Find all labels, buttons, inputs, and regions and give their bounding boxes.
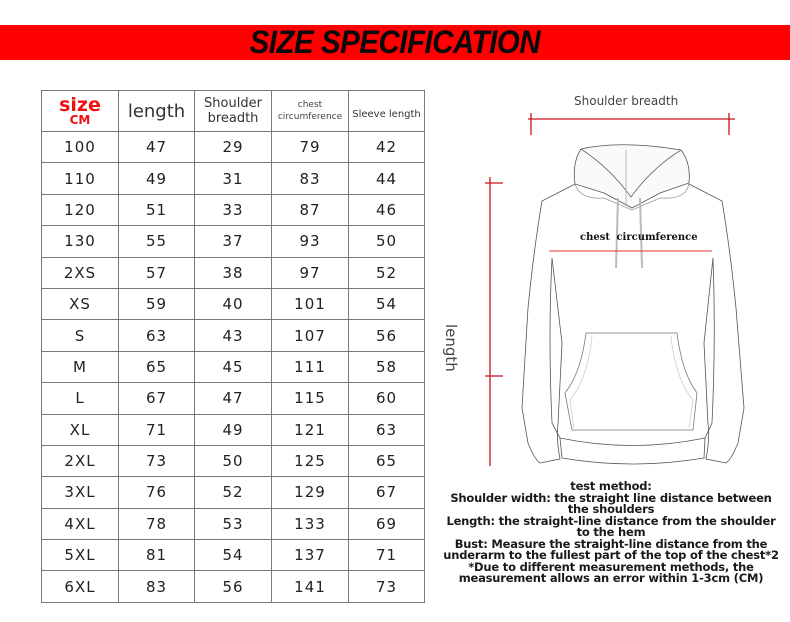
cell-chest: 111 [272, 351, 349, 382]
cell-shoulder: 43 [195, 320, 272, 351]
shoulder-breadth-label: Shoulder breadth [574, 94, 679, 108]
header-shoulder [195, 91, 272, 132]
cell-shoulder: 38 [195, 257, 272, 288]
header-length [119, 91, 195, 132]
measurement-notes [440, 481, 782, 585]
table-row [42, 445, 425, 476]
cell-length: 59 [119, 288, 195, 319]
length-label: length [442, 324, 460, 372]
cell-length: 65 [119, 351, 195, 382]
cell-size: 2XS [42, 257, 119, 288]
cell-sleeve: 71 [349, 540, 425, 571]
cell-shoulder: 50 [195, 445, 272, 476]
header-sleeve-label: Sleeve length [352, 108, 421, 120]
cell-length: 83 [119, 571, 195, 602]
table-row [42, 540, 425, 571]
cell-size: 2XL [42, 445, 119, 476]
cell-sleeve: 73 [349, 571, 425, 602]
hoodie-illustration [450, 88, 790, 468]
cell-shoulder: 45 [195, 351, 272, 382]
cell-size: 5XL [42, 540, 119, 571]
cell-length: 76 [119, 477, 195, 508]
note-shoulder: Shoulder width: the straight line distance between the shoulders [450, 490, 772, 516]
cell-size: 120 [42, 194, 119, 225]
cell-chest: 141 [272, 571, 349, 602]
cell-size: M [42, 351, 119, 382]
table-header-row [42, 91, 425, 132]
note-bust: Bust: Measure the straight-line distance from the underarm to the fullest part of the top of the chest*2 [443, 536, 779, 562]
cell-sleeve: 52 [349, 257, 425, 288]
cell-size: L [42, 383, 119, 414]
cell-chest: 83 [272, 163, 349, 194]
header-chest [272, 91, 349, 132]
cell-size: 3XL [42, 477, 119, 508]
table-row [42, 383, 425, 414]
table-row [42, 194, 425, 225]
header-length-label: length [127, 100, 186, 122]
chest-circumference-label: chest circumference [580, 232, 698, 243]
cell-shoulder: 52 [195, 477, 272, 508]
cell-length: 71 [119, 414, 195, 445]
cell-chest: 101 [272, 288, 349, 319]
table-row [42, 477, 425, 508]
cell-shoulder: 53 [195, 508, 272, 539]
cell-shoulder: 37 [195, 226, 272, 257]
cell-shoulder: 47 [195, 383, 272, 414]
cell-sleeve: 69 [349, 508, 425, 539]
cell-shoulder: 56 [195, 571, 272, 602]
cell-sleeve: 67 [349, 477, 425, 508]
note-length: Length: the straight-line distance from the shoulder to the hem [446, 513, 776, 539]
cell-chest: 115 [272, 383, 349, 414]
cell-shoulder: 31 [195, 163, 272, 194]
table-row [42, 414, 425, 445]
length-measure-line [485, 177, 503, 466]
cell-chest: 125 [272, 445, 349, 476]
header-chest-line1: chest [297, 100, 323, 110]
table-row [42, 257, 425, 288]
cell-length: 73 [119, 445, 195, 476]
cell-size: XS [42, 288, 119, 319]
table-row [42, 163, 425, 194]
cell-chest: 93 [272, 226, 349, 257]
cell-length: 47 [119, 132, 195, 163]
header-size [42, 91, 119, 132]
cell-chest: 129 [272, 477, 349, 508]
cell-length: 57 [119, 257, 195, 288]
cell-length: 67 [119, 383, 195, 414]
cell-size: 4XL [42, 508, 119, 539]
hoodie-outline [522, 145, 744, 464]
table-row [42, 226, 425, 257]
cell-length: 55 [119, 226, 195, 257]
table-row [42, 288, 425, 319]
cell-sleeve: 42 [349, 132, 425, 163]
notes-heading: test method: [570, 479, 652, 493]
cell-sleeve: 50 [349, 226, 425, 257]
table-body [42, 132, 425, 603]
table-row [42, 571, 425, 602]
cell-chest: 97 [272, 257, 349, 288]
table-row [42, 508, 425, 539]
cell-sleeve: 65 [349, 445, 425, 476]
table-row [42, 132, 425, 163]
cell-chest: 79 [272, 132, 349, 163]
cell-shoulder: 49 [195, 414, 272, 445]
cell-shoulder: 33 [195, 194, 272, 225]
page-title: SIZE SPECIFICATION [249, 24, 541, 60]
cell-length: 51 [119, 194, 195, 225]
cell-chest: 137 [272, 540, 349, 571]
cell-sleeve: 56 [349, 320, 425, 351]
header-shoulder-line1: Shoulder [204, 96, 262, 111]
cell-length: 78 [119, 508, 195, 539]
cell-size: 110 [42, 163, 119, 194]
cell-sleeve: 58 [349, 351, 425, 382]
cell-chest: 87 [272, 194, 349, 225]
cell-size: 130 [42, 226, 119, 257]
cell-size: 6XL [42, 571, 119, 602]
hoodie-diagram [442, 88, 790, 468]
cell-length: 81 [119, 540, 195, 571]
cell-sleeve: 46 [349, 194, 425, 225]
header-sleeve [349, 91, 425, 132]
header-unit-label: CM [69, 112, 91, 127]
cell-shoulder: 40 [195, 288, 272, 319]
cell-size: XL [42, 414, 119, 445]
cell-chest: 133 [272, 508, 349, 539]
cell-chest: 107 [272, 320, 349, 351]
cell-chest: 121 [272, 414, 349, 445]
cell-shoulder: 54 [195, 540, 272, 571]
cell-sleeve: 60 [349, 383, 425, 414]
header-shoulder-line2: breadth [207, 111, 259, 126]
cell-length: 49 [119, 163, 195, 194]
cell-length: 63 [119, 320, 195, 351]
table-row [42, 320, 425, 351]
header-size-label: size [59, 93, 101, 116]
cell-sleeve: 54 [349, 288, 425, 319]
table-row [42, 351, 425, 382]
title-banner [0, 25, 790, 60]
shoulder-measure-line [528, 113, 735, 135]
cell-size: 100 [42, 132, 119, 163]
cell-size: S [42, 320, 119, 351]
cell-sleeve: 44 [349, 163, 425, 194]
size-chart-table [41, 90, 425, 603]
cell-sleeve: 63 [349, 414, 425, 445]
header-chest-line2: circumference [277, 112, 343, 122]
cell-shoulder: 29 [195, 132, 272, 163]
note-error-tolerance: *Due to different measurement methods, the measurement allows an error within 1-3cm (CM) [458, 559, 764, 585]
